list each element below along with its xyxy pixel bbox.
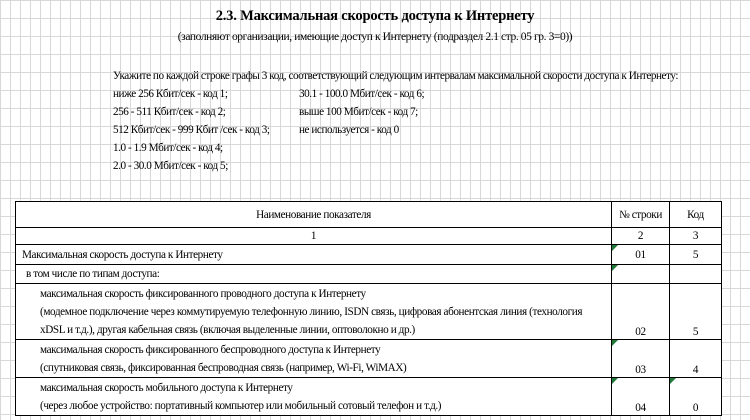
row-name-line: Максимальная скорость доступа к Интернету [22,248,223,261]
row-name-line: (модемное подключение через коммутируемую телефонную линию, ISDN связь, цифровая абонентская линия (технология [40,305,583,318]
instructions-heading: Укажите по каждой строке графы 3 код, соответствующий следующим интервалам максимальной скорости доступа к Интернету: [113,70,678,82]
row-name-cell [16,284,612,340]
row-code-cell[interactable] [670,265,722,284]
code-item: 256 - 511 Кбит/сек - код 2; [113,106,226,118]
comment-marker-icon [612,245,618,251]
code-item: 30.1 - 100.0 Мбит/сек - код 6; [299,88,425,100]
code-item: не используется - код 0 [299,124,399,136]
table-row [16,284,722,340]
column-numbers-row [16,228,722,245]
row-name-cell [16,245,612,265]
row-name-cell [16,378,612,416]
section-title: 2.3. Максимальная скорость доступа к Интернету [215,8,535,24]
column-number: 1 [16,228,612,245]
header-name: Наименование показателя [16,202,612,228]
code-item: 1.0 - 1.9 Мбит/сек - код 4; [113,142,223,154]
row-code-cell[interactable]: 4 [670,340,722,378]
comment-marker-icon [612,265,618,271]
row-name-line: в том числе по типам доступа: [26,268,160,280]
row-name-line: максимальная скорость фиксированного проводного доступа к Интернету [40,287,366,300]
row-name-line: максимальная скорость мобильного доступа к Интернету [40,381,293,394]
comment-marker-icon [670,378,676,384]
code-item: 512 Кбит/сек - 999 Кбит /сек - код 3; [113,124,270,136]
row-number-cell[interactable]: 04 [612,378,670,416]
row-number-cell[interactable]: 03 [612,340,670,378]
header-row [16,202,722,228]
row-number-cell[interactable] [612,265,670,284]
row-name-cell [16,340,612,378]
row-number-cell[interactable]: 02 [612,284,670,340]
column-number: 2 [612,228,670,245]
table-row [16,378,722,416]
row-code-cell[interactable]: 5 [670,284,722,340]
row-name-cell [16,265,612,284]
section-subtitle: (заполняют организации, имеющие доступ к Интернету (подраздел 2.1 стр. 05 гр. 3=0)) [177,31,573,43]
comment-marker-icon [612,378,618,384]
row-name-line: xDSL и т.д.), другая кабельная связь (включая выделенные линии, оптоволокно и др.) [40,323,415,336]
code-item: 2.0 - 30.0 Мбит/сек - код 5; [113,160,228,172]
row-name-line: (через любое устройство: портативный компьютер или мобильный сотовый телефон и т.д.) [40,399,442,412]
table-row [16,265,722,284]
speed-table [15,201,722,416]
column-number: 3 [670,228,722,245]
comment-marker-icon [612,340,618,346]
code-item: выше 100 Мбит/сек - код 7; [299,106,418,118]
code-item: ниже 256 Кбит/сек - код 1; [113,88,228,100]
row-code-cell[interactable]: 0 [670,378,722,416]
header-row-no: № строки [612,202,670,228]
row-number-cell[interactable]: 01 [612,245,670,265]
table-row [16,245,722,265]
row-name-line: (спутниковая связь, фиксированная беспроводная связь (например, Wi-Fi, WiMAX) [40,361,407,374]
row-code-cell[interactable]: 5 [670,245,722,265]
table-row [16,340,722,378]
header-code: Код [670,202,722,228]
row-name-line: максимальная скорость фиксированного беспроводного доступа к Интернету [40,343,381,356]
